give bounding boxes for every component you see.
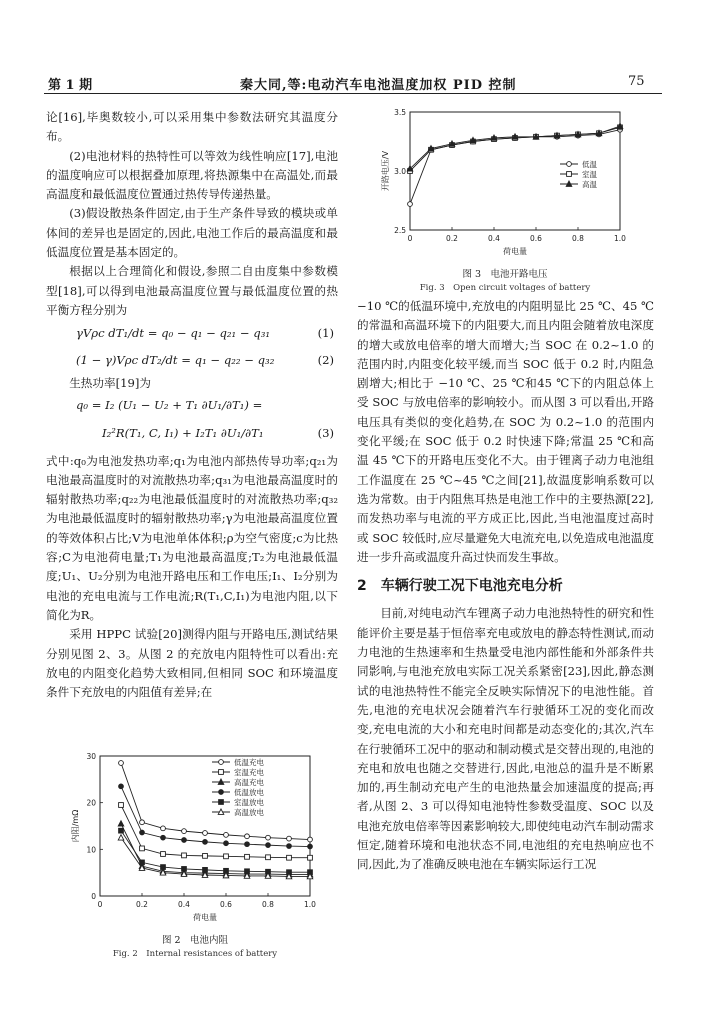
legend-label: 低温充电 xyxy=(234,758,264,767)
data-point xyxy=(161,835,166,840)
data-point xyxy=(266,835,271,840)
legend-label: 低温 xyxy=(582,160,597,169)
data-point xyxy=(182,838,187,843)
paragraph: (2)电池材料的热特性可以等效为线性响应[17],电池的温度响应可以根据叠加原理,将热源集中在高温处,而最高温度和最低温度位置通过热传导传递热量。 xyxy=(46,148,338,202)
data-point xyxy=(308,855,313,860)
legend-label: 室温充电 xyxy=(234,768,264,777)
data-point xyxy=(308,837,313,842)
data-point xyxy=(203,839,208,844)
equation-1 xyxy=(46,320,338,347)
x-tick-label: 0.4 xyxy=(488,234,500,243)
data-point xyxy=(224,854,229,859)
data-point xyxy=(161,826,166,831)
data-point xyxy=(224,841,229,846)
legend-label: 高温放电 xyxy=(234,808,264,817)
paragraph: (3)假设散热条件固定,由于生产条件导致的模块或单体间的差异也是固定的,因此,电池工作后的最高温度和最低温度位置是基本固定的。 xyxy=(46,206,338,260)
data-point xyxy=(203,831,208,836)
data-point xyxy=(287,855,292,860)
data-point xyxy=(118,821,124,826)
y-axis-label: 开路电压/V xyxy=(381,150,390,192)
x-axis-label: 荷电量 xyxy=(193,913,217,922)
data-point xyxy=(140,820,145,825)
data-point xyxy=(308,844,313,849)
data-point xyxy=(182,829,187,834)
series-line xyxy=(121,763,310,840)
paragraph: 目前,对纯电动汽车锂离子动力电池热特性的研究和性能评价主要是基于恒倍率充电或放电的静态特性测试,而动力电池的生热速率和生热量受电池内部性能和外部条件共同影响,与电池充放电实际工况关系紧密[23],因此,静态测试的电池热特性不能完全反映实际情况下的电池性能。首先,电池的充电状况会随着汽车行驶循环工况的变化而改变,充电电流的大小和充电时间都是动态变化的;其次,汽车在行驶循环工况中的驱动和制动模式是交替出现的,电池的充电和放电也随之交替进行,因此,电池总的温升是不断累加的,再生制动充电产生的电池热量会加速温度的提高;再者,从图 2、3 可以得知电池特性参数受温度、SOC 以及电池充放电倍率等因素影响较大,即使纯电动汽车制动需求恒定,随着环境和电池状态不同,电池组的充电热响应也不同,因此,为了准确反映电池在车辆实际运行工况 xyxy=(357,606,654,872)
running-title: 秦大同,等:电动汽车电池温度加权 PID 控制 xyxy=(240,78,517,93)
section-heading: 2 车辆行驶工况下电池充电分析 xyxy=(357,578,563,595)
figure-2-caption: 图 2 电池内阻 xyxy=(161,935,229,946)
figure-2-chart xyxy=(60,748,330,924)
data-point xyxy=(119,828,124,833)
data-point xyxy=(219,770,224,775)
data-point xyxy=(140,846,145,851)
y-tick-label: 3.0 xyxy=(394,167,406,176)
data-point xyxy=(219,760,224,765)
page-number: 75 xyxy=(628,74,645,89)
paragraph: 式中:q₀为电池发热功率;q₁为电池内部热传导功率;q₂₁为电池最高温度时的对流散热功率;q₃₁为电池最高温度时的辐射散热功率;q₂₂为电池最低温度时的对流散热功率;q₃₂为电池最低温度时的辐射散热功率;γ为电池最高温度位置的等效体积占比;V为电池单体体积;ρ为空气密度;c为比热容;C为电池荷电量;T₁为电池最高温度;T₂为电池最低温度;U₁、U₂分别为电池开路电压和工作电压;I₁、I₂分别为电池的充电电流与工作电流;R(T₁,C,I₁)为电池内阻,以下简化为R。 xyxy=(46,453,338,622)
y-tick-label: 20 xyxy=(86,798,96,808)
figure-3-caption: 图 3 电池开路电压 xyxy=(462,269,548,280)
y-tick-label: 2.5 xyxy=(394,226,406,235)
data-point xyxy=(219,790,224,795)
series-line xyxy=(121,824,310,875)
data-point xyxy=(182,853,187,858)
equation-body: I₂²R(T₁, C, I₁) + I₂T₁ ∂U₁/∂T₁ xyxy=(102,425,264,440)
data-point xyxy=(567,172,572,177)
x-tick-label: 0 xyxy=(97,900,103,909)
legend-label: 高温 xyxy=(582,180,597,189)
left-column xyxy=(46,108,338,702)
data-point xyxy=(245,842,250,847)
right-column xyxy=(357,297,654,875)
data-point xyxy=(266,855,271,860)
y-tick-label: 10 xyxy=(86,845,96,855)
equation-body: q₀ = I₂ (U₁ − U₂ + T₁ ∂U₁/∂T₁) = xyxy=(76,397,263,412)
equation-3 xyxy=(46,394,338,452)
equation-body: γVρc dT₁/dt = q₀ − q₁ − q₂₁ − q₃₁ xyxy=(76,326,270,341)
data-point xyxy=(245,854,250,859)
page-header xyxy=(0,0,706,96)
issue-label: 第 1 期 xyxy=(48,78,93,93)
equation-number: (3) xyxy=(317,425,334,440)
x-tick-label: 0.4 xyxy=(178,900,190,909)
x-tick-label: 0.8 xyxy=(572,234,584,243)
data-point xyxy=(245,834,250,839)
data-point xyxy=(567,162,572,167)
figure-2-caption-en: Fig. 2 Internal resistances of battery xyxy=(112,949,278,959)
x-tick-label: 0.8 xyxy=(262,900,274,909)
legend-label: 高温充电 xyxy=(234,778,264,787)
legend-label: 低温放电 xyxy=(234,788,264,797)
header-rule xyxy=(44,93,662,94)
legend-label: 室温 xyxy=(582,170,597,179)
data-point xyxy=(408,202,413,207)
data-point xyxy=(140,830,145,835)
figure-3-chart xyxy=(370,104,640,256)
x-tick-label: 0.6 xyxy=(220,900,232,909)
y-tick-label: 3.5 xyxy=(394,108,406,117)
series-line xyxy=(121,786,310,846)
data-point xyxy=(203,853,208,858)
data-point xyxy=(119,784,124,789)
equation-2 xyxy=(46,347,338,374)
x-tick-label: 0.6 xyxy=(530,234,542,243)
paragraph: −10 ℃的低温环境中,充放电的内阻明显比 25 ℃、45 ℃的常温和高温环境下的内阻要大,而且内阻会随着放电深度的增大或放电倍率的增大而增大;当 SOC 在 0.2~1.0 的范围内时,内阻变化较平缓,而当 SOC 低于 0.2 时,内阻急剧增大;相比于 −10 ℃、25 ℃和45 ℃下的内阻总体上受 SOC 与放电倍率的影响较小。而从图 3 可以看出,开路电压具有类似的变化趋势,在 SOC 为 0.2~1.0 的范围内变化平缓;在 SOC 低于 0.2 时快速下降;常温 25 ℃和高温 45 ℃下的开路电压变化不大。由于锂离子动力电池组工作温度在 25 ℃~45 ℃之间[21],故温度影响系数可以选为常数。由于内阻焦耳热是电池工作中的主要热源[22],而发热功率与电流的平方成正比,因此,当电池温度过高时或 SOC 较低时,应尽量避免大电流充电,以免造成电池温度进一步升高或温度升高过快而发生事故。 xyxy=(357,299,654,564)
x-tick-label: 1.0 xyxy=(614,234,626,243)
y-tick-label: 30 xyxy=(86,752,96,761)
data-point xyxy=(287,844,292,849)
data-point xyxy=(161,852,166,857)
equation-number: (2) xyxy=(317,353,334,368)
y-axis-label: 内阻/mΩ xyxy=(71,809,80,843)
paragraph: 生热功率[19]为 xyxy=(69,376,151,391)
series-line xyxy=(121,805,310,858)
equation-body: (1 − γ)Vρc dT₂/dt = q₁ − q₂₂ − q₃₂ xyxy=(76,353,275,368)
x-tick-label: 0.2 xyxy=(136,900,148,909)
data-point xyxy=(219,800,224,805)
x-axis-label: 荷电量 xyxy=(503,247,527,256)
data-point xyxy=(287,836,292,841)
paragraph: 论[16],毕奥数较小,可以采用集中参数法研究其温度分布。 xyxy=(46,110,338,144)
data-point xyxy=(266,843,271,848)
figure-3-caption-en: Fig. 3 Open circuit voltages of battery xyxy=(419,283,591,293)
x-tick-label: 1.0 xyxy=(304,900,316,909)
paragraph: 采用 HPPC 试验[20]测得内阻与开路电压,测试结果分别见图 2、3。从图 2 的充放电内阻特性可以看出:充放电的内阻变化趋势大致相同,但相同 SOC 和环境温度条件下充放电的内阻值有差异;在 xyxy=(46,627,338,700)
legend-label: 室温放电 xyxy=(234,798,264,807)
series-line xyxy=(121,831,310,873)
x-tick-label: 0.2 xyxy=(446,234,458,243)
y-tick-label: 0 xyxy=(91,892,96,901)
data-point xyxy=(119,803,124,808)
data-point xyxy=(224,832,229,837)
data-point xyxy=(119,761,124,766)
data-point xyxy=(118,835,124,840)
paragraph: 根据以上合理简化和假设,参照二自由度集中参数模型[18],可以得到电池最高温度位置与最低温度位置的热平衡方程分别为 xyxy=(46,264,338,317)
x-tick-label: 0 xyxy=(407,234,413,243)
equation-number: (1) xyxy=(317,326,334,341)
